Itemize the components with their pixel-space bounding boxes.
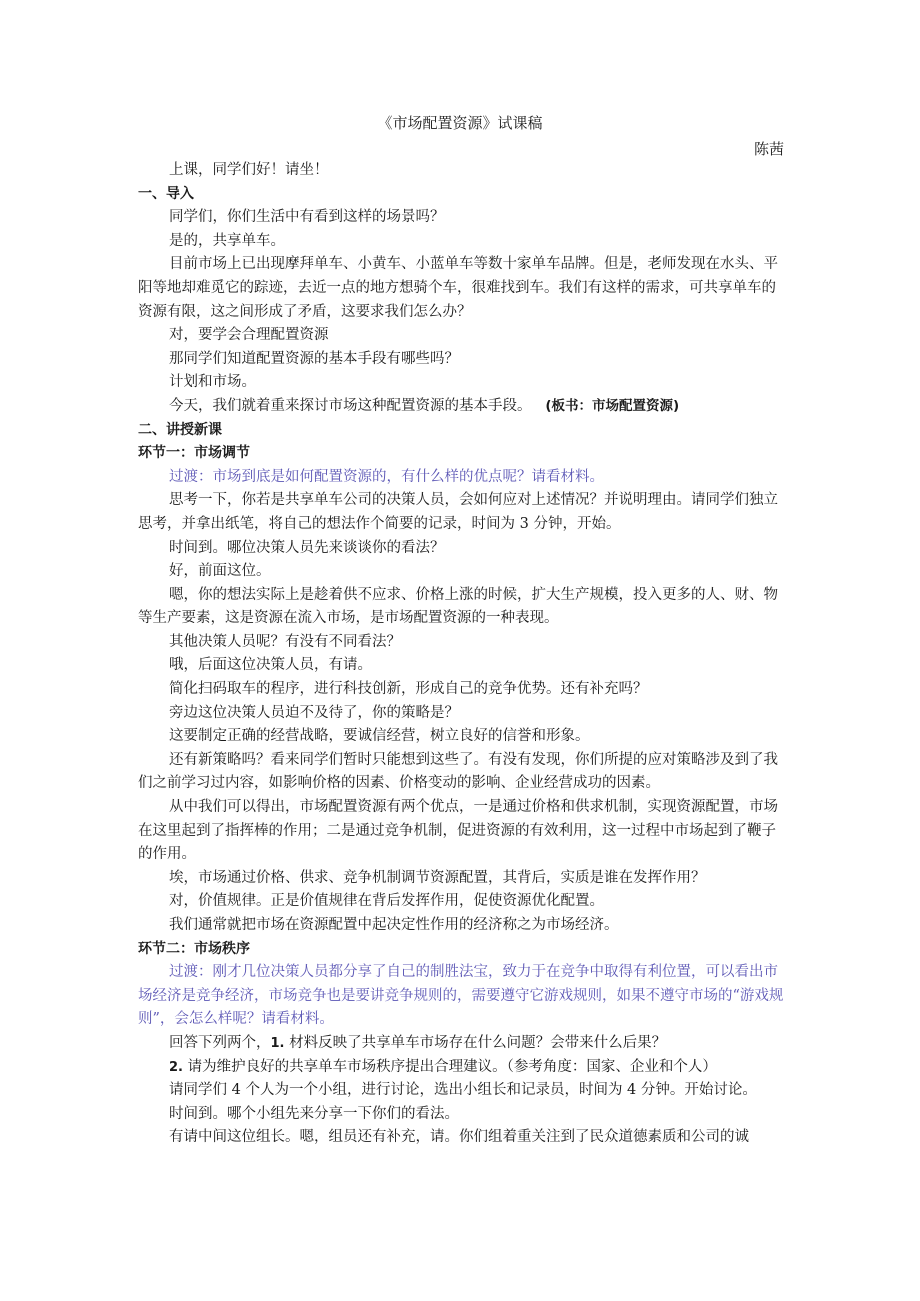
paragraph-text: 请同学们 4 个人为一个小组，进行讨论，选出小组长和记录员，时间为 4 分钟。开始讨论。 — [169, 1082, 757, 1099]
paragraph — [138, 749, 786, 796]
paragraph-text: 嗯，你的想法实际上是趁着供不应求、价格上涨的时候，扩大生产规模，投入更多的人、财、物等生产要素，这是资源在流入市场，是市场配置资源的一种表现。 — [138, 586, 778, 627]
paragraph — [138, 725, 786, 749]
paragraph-text: 有请中间这位组长。嗯，组员还有补充，请。你们组着重关注到了民众道德素质和公司的诚 — [169, 1129, 749, 1146]
paragraph-text: 好，前面这位。 — [169, 563, 271, 580]
document-author: 陈茜 — [753, 140, 784, 158]
paragraph — [138, 371, 786, 395]
paragraph-text: 从中我们可以得出，市场配置资源有两个优点，一是通过价格和供求机制，实现资源配置，市场在这里起到了指挥棒的作用；二是通过竞争机制，促进资源的有效利用，这一过程中市场起到了鞭子的作用。 — [138, 799, 778, 863]
section-heading — [138, 419, 786, 443]
paragraph — [138, 466, 786, 490]
paragraph — [138, 914, 786, 938]
paragraph — [138, 1079, 786, 1103]
document-body — [138, 159, 786, 1150]
paragraph — [138, 1032, 786, 1056]
paragraph — [138, 348, 786, 372]
paragraph — [138, 489, 786, 536]
paragraph-text: 对，要学会合理配置资源 — [169, 327, 329, 344]
paragraph — [138, 678, 786, 702]
document-title: 《市场配置资源》试课稿 — [377, 114, 543, 132]
paragraph-text: 过渡：市场到底是如何配置资源的，有什么样的优点呢？请看材料。 — [169, 468, 604, 485]
paragraph — [138, 796, 786, 867]
paragraph-text: 回答下列两个， — [169, 1034, 271, 1051]
paragraph — [138, 631, 786, 655]
list-item-text: 材料反映了共享单车市场存在什么问题？会带来什么后果？ — [284, 1034, 667, 1051]
paragraph-text: 目前市场上已出现摩拜单车、小黄车、小蓝单车等数十家单车品牌。但是，老师发现在水头、平阳等地却难觅它的踪迹，去近一点的地方想骑个车，很难找到车。我们有这样的需求，可共享单车的资源有限，这之间形成了矛盾，这要求我们怎么办？ — [138, 256, 778, 320]
paragraph-text: 对，价值规律。正是价值规律在背后发挥作用，促使资源优化配置。 — [169, 893, 604, 910]
section-heading — [138, 938, 786, 962]
paragraph-text: 同学们，你们生活中有看到这样的场景吗？ — [169, 209, 445, 226]
list-item-text: 请为维护良好的共享单车市场秩序提出合理建议。（参考角度：国家、企业和个人） — [182, 1058, 717, 1075]
paragraph — [138, 654, 786, 678]
paragraph — [138, 1126, 786, 1150]
paragraph — [138, 537, 786, 561]
paragraph — [138, 961, 786, 1032]
paragraph-text: 是的，共享单车。 — [169, 232, 285, 249]
section-heading — [138, 442, 786, 466]
paragraph — [138, 1103, 786, 1127]
paragraph-text: 上课，同学们好！请坐！ — [169, 162, 329, 178]
heading-text: 二、讲授新课 — [138, 421, 222, 438]
paragraph — [138, 1056, 786, 1080]
list-number: 2. — [169, 1059, 183, 1075]
paragraph — [138, 230, 786, 254]
paragraph — [138, 324, 786, 348]
paragraph — [138, 159, 786, 183]
board-note: (板书：市场配置资源) — [545, 397, 680, 414]
paragraph-text: 过渡：刚才几位决策人员都分享了自己的制胜法宝，致力于在竞争中取得有利位置，可以看出市场经济是竞争经济，市场竞争也是要讲竞争规则的，需要遵守它游戏规则，如果不遵守市场的“游戏规则”，会怎么样呢？请看材料。 — [138, 964, 784, 1028]
paragraph-text: 计划和市场。 — [169, 374, 256, 391]
paragraph-text: 简化扫码取车的程序，进行科技创新，形成自己的竞争优势。还有补充吗？ — [169, 681, 648, 698]
paragraph-text: 今天，我们就着重来探讨市场这种配置资源的基本手段。 — [169, 397, 532, 414]
paragraph-text: 这要制定正确的经营战略，要诚信经营，树立良好的信誉和形象。 — [169, 728, 590, 745]
paragraph-text: 旁边这位决策人员迫不及待了，你的策略是？ — [169, 704, 459, 721]
paragraph — [138, 395, 786, 419]
paragraph — [138, 890, 786, 914]
paragraph-text: 时间到。哪个小组先来分享一下你们的看法。 — [169, 1105, 459, 1122]
heading-text: 环节一：市场调节 — [138, 445, 250, 462]
paragraph — [138, 206, 786, 230]
paragraph-text: 其他决策人员呢？有没有不同看法？ — [169, 633, 401, 650]
heading-text: 环节二：市场秩序 — [138, 940, 250, 957]
paragraph — [138, 253, 786, 324]
paragraph-text: 那同学们知道配置资源的基本手段有哪些吗？ — [169, 350, 459, 367]
paragraph-text: 埃，市场通过价格、供求、竞争机制调节资源配置，其背后，实质是谁在发挥作用？ — [169, 869, 706, 886]
paragraph-text: 我们通常就把市场在资源配置中起决定性作用的经济称之为市场经济。 — [169, 917, 619, 933]
heading-text: 一、导入 — [138, 185, 194, 202]
paragraph — [138, 702, 786, 726]
section-heading — [138, 183, 786, 207]
paragraph-text: 哦，后面这位决策人员，有请。 — [169, 657, 372, 674]
paragraph-text: 思考一下，你若是共享单车公司的决策人员，会如何应对上述情况？并说明理由。请同学们独立思考，并拿出纸笔，将自己的想法作个简要的记录，时间为 3 分钟，开始。 — [138, 492, 778, 532]
paragraph-text: 时间到。哪位决策人员先来谈谈你的看法？ — [169, 539, 445, 556]
paragraph — [138, 584, 786, 631]
paragraph-text: 还有新策略吗？看来同学们暂时只能想到这些了。有没有发现，你们所提的应对策略涉及到了我们之前学习过内容，如影响价格的因素、价格变动的影响、企业经营成功的因素。 — [138, 751, 778, 792]
paragraph — [138, 560, 786, 584]
paragraph — [138, 867, 786, 891]
list-number: 1. — [270, 1035, 285, 1051]
